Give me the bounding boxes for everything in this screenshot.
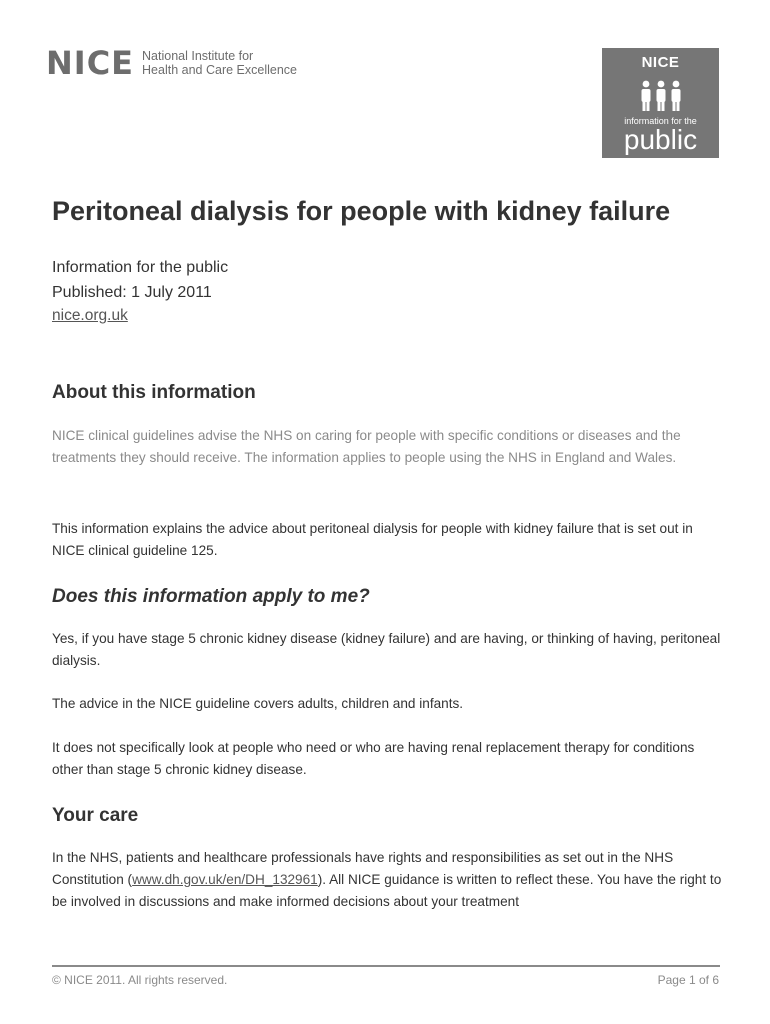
badge-info-label: information for the — [624, 116, 697, 126]
about-paragraph-2: This information explains the advice about peritoneal dialysis for people with kidney failure that is set out in NICE clinical guideline 125. — [52, 521, 693, 558]
apply-paragraph-3: It does not specifically look at people who need or who are having renal replacement therapy for conditions other than stage 5 chronic kidney disease. — [52, 740, 695, 777]
badge-public-label: public — [623, 124, 698, 155]
about-heading: About this information — [52, 382, 256, 403]
information-for-public-badge — [602, 48, 719, 158]
page-number: Page 1 of 6 — [657, 973, 719, 987]
care-text-end: ). All NICE guidance is written to reflect these. You have the right to be involved in discussions and make informed decisions about your treatment — [52, 872, 722, 909]
care-text-start: In the NHS, patients and healthcare professionals have rights and responsibilities as set out in the NHS Constitution ( — [52, 850, 674, 887]
nice-logo-line-2: Health and Care Excellence — [142, 63, 297, 77]
apply-paragraph-2: The advice in the NICE guideline covers adults, children and infants. — [52, 696, 464, 711]
nice-website-link[interactable]: nice.org.uk — [52, 307, 128, 324]
people-icon — [638, 80, 684, 112]
page-header — [0, 0, 770, 170]
apply-paragraph-1: Yes, if you have stage 5 chronic kidney disease (kidney failure) and are having, or thinking of having, peritoneal dialysis. — [52, 631, 721, 668]
apply-heading: Does this information apply to me? — [52, 586, 370, 607]
nhs-constitution-link[interactable]: www.dh.gov.uk/en/DH_132961 — [132, 872, 318, 887]
document-type: Information for the public — [52, 259, 229, 276]
page-title: Peritoneal dialysis for people with kidney failure — [52, 196, 671, 226]
footer-divider — [52, 965, 720, 967]
copyright-notice: © NICE 2011. All rights reserved. — [52, 973, 228, 987]
nice-logo-subtitle — [142, 49, 297, 77]
your-care-heading: Your care — [52, 805, 139, 826]
published-date: Published: 1 July 2011 — [52, 284, 212, 301]
your-care-paragraph — [52, 847, 722, 913]
nice-logo — [46, 45, 297, 81]
nice-logo-wordmark: NICE — [46, 44, 135, 82]
about-paragraph-1: NICE clinical guidelines advise the NHS on caring for people with specific conditions or diseases and the treatments they should receive. The information applies to people using the NHS in England and Wales. — [52, 428, 681, 465]
badge-nice-label: NICE — [641, 54, 680, 71]
document-meta — [52, 255, 228, 327]
nice-logo-line-1: National Institute for — [142, 49, 254, 63]
